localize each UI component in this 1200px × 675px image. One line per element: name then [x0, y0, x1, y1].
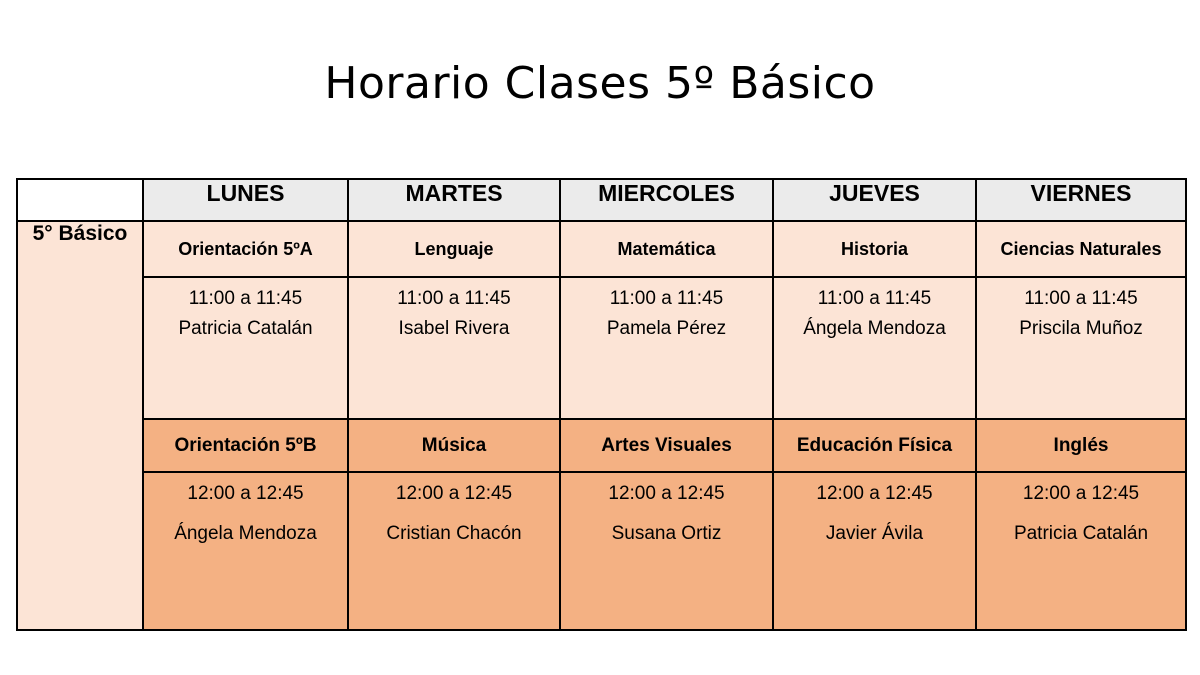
- subject-cell: Artes Visuales: [560, 419, 773, 472]
- class-info-cell: [348, 472, 560, 630]
- class-info-cell: [976, 472, 1186, 630]
- subject-cell: Música: [348, 419, 560, 472]
- subject-cell: Ciencias Naturales: [976, 221, 1186, 277]
- class-time: 12:00 a 12:45: [1022, 483, 1140, 504]
- teacher-name: Priscila Muñoz: [1019, 318, 1143, 339]
- subject-cell: Educación Física: [773, 419, 976, 472]
- class-info-cell: [143, 277, 348, 419]
- teacher-name: Ángela Mendoza: [174, 523, 317, 544]
- teacher-name: Cristian Chacón: [386, 523, 522, 544]
- teacher-name: Javier Ávila: [825, 523, 924, 544]
- class-time: 11:00 a 11:45: [397, 288, 511, 309]
- class-time: 12:00 a 12:45: [187, 483, 304, 504]
- page-title: Horario Clases 5º Básico: [324, 58, 876, 109]
- teacher-name: Patricia Catalán: [1013, 523, 1149, 544]
- block-a-info-row: [17, 277, 1186, 419]
- block-a-subject-row: [17, 221, 1186, 277]
- schedule-table: [16, 178, 1187, 631]
- corner-cell: [17, 179, 143, 221]
- class-info-cell: [560, 277, 773, 419]
- day-header-thursday: JUEVES: [773, 179, 976, 221]
- class-info-cell: [976, 277, 1186, 419]
- class-time: 12:00 a 12:45: [608, 483, 725, 504]
- class-time: 11:00 a 11:45: [1024, 288, 1138, 309]
- subject-cell: Historia: [773, 221, 976, 277]
- day-header-tuesday: MARTES: [348, 179, 560, 221]
- teacher-name: Isabel Rivera: [398, 318, 510, 339]
- block-b-info-row: [17, 472, 1186, 630]
- teacher-name: Susana Ortiz: [611, 523, 722, 544]
- subject-cell: Orientación 5ºA: [143, 221, 348, 277]
- class-info-cell: [773, 277, 976, 419]
- class-time: 11:00 a 11:45: [188, 288, 303, 309]
- teacher-name: Pamela Pérez: [606, 318, 727, 339]
- day-header-friday: VIERNES: [976, 179, 1186, 221]
- day-header-monday: LUNES: [143, 179, 348, 221]
- class-time: 11:00 a 11:45: [609, 288, 724, 309]
- class-time: 12:00 a 12:45: [395, 483, 513, 504]
- class-info-cell: [143, 472, 348, 630]
- teacher-name: Ángela Mendoza: [803, 318, 946, 339]
- level-label: 5° Básico: [17, 221, 143, 630]
- subject-cell: Orientación 5ºB: [143, 419, 348, 472]
- class-time: 12:00 a 12:45: [816, 483, 933, 504]
- class-info-cell: [348, 277, 560, 419]
- teacher-name: Patricia Catalán: [178, 318, 313, 339]
- class-info-cell: [560, 472, 773, 630]
- class-info-cell: [773, 472, 976, 630]
- subject-cell: Lenguaje: [348, 221, 560, 277]
- block-b-subject-row: [17, 419, 1186, 472]
- subject-cell: Matemática: [560, 221, 773, 277]
- subject-cell: Inglés: [976, 419, 1186, 472]
- day-header-wednesday: MIERCOLES: [560, 179, 773, 221]
- class-time: 11:00 a 11:45: [817, 288, 932, 309]
- day-header-row: [17, 179, 1186, 221]
